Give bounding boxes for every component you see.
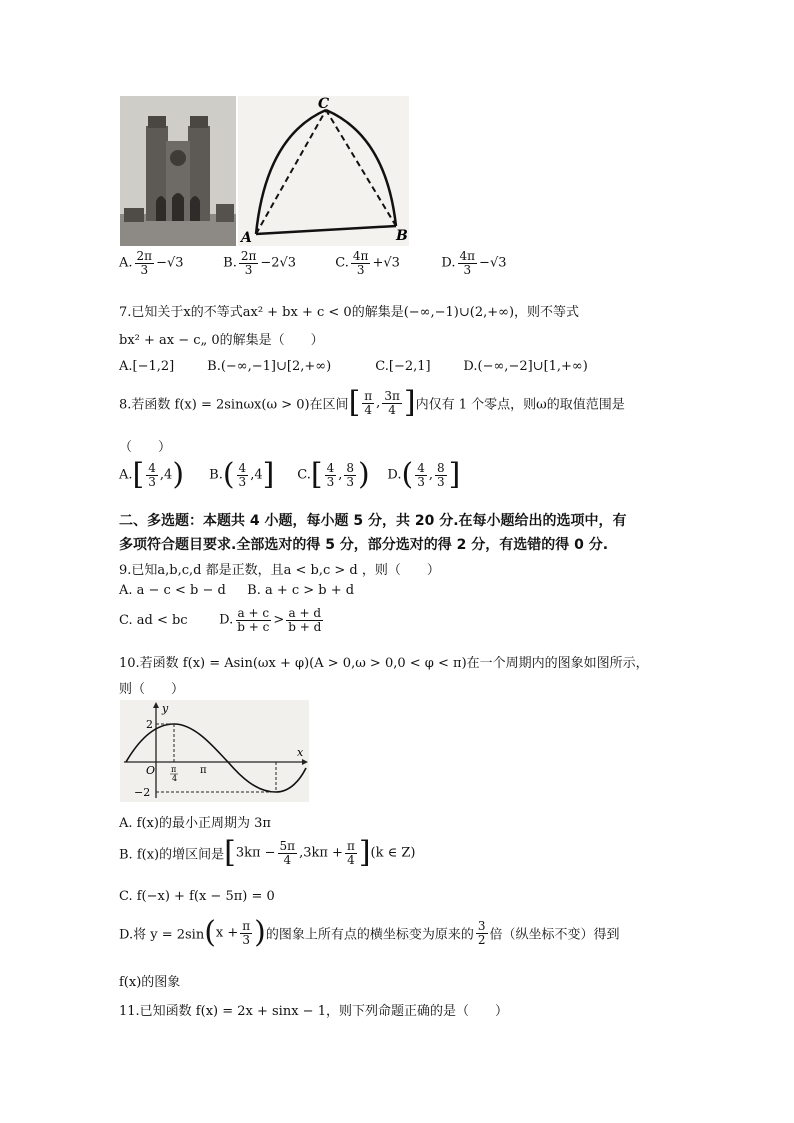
q8-paren: （ ） — [119, 440, 172, 455]
dashed-ac — [256, 110, 326, 234]
sine-graph — [120, 700, 309, 802]
origin-label: O — [146, 764, 156, 777]
base-line — [256, 226, 396, 234]
x-tick-pi: π — [200, 765, 207, 776]
q7-option-b: B.(−∞,−1]∪[2,+∞) — [207, 359, 332, 374]
q9-option-a: A. a − c < b − d — [119, 583, 226, 598]
y-label: y — [162, 702, 169, 715]
q9-option-b: B. a + c > b + d — [247, 583, 355, 598]
q11-stem: 11.已知函数 f(x) = 2x + sinx − 1，则下列命题正确的是（ ） — [119, 1004, 508, 1019]
sine-curve — [126, 724, 306, 792]
label-b: B — [396, 228, 408, 244]
q8-stem: 8.若函数 f(x) = 2sinωx(ω > 0)在区间[ $\frac{\pi}{4}$ , $\frac{3\pi}{4}$ ]内仅有 1 个零点，则ω的取值范围是 — [119, 385, 625, 420]
q6-options: A. $\frac{2\pi}{3}$ −√3 B. $\frac{2\pi}{3}$ −2√3 C. $\frac{4\pi}{3}$ +√3 D. $\frac{4\pi}{3}$ −√3 — [119, 249, 507, 277]
dashed-bc — [326, 110, 396, 226]
arch-diagram — [238, 96, 409, 246]
y-tick-neg2: −2 — [134, 786, 151, 799]
label-c: C — [318, 96, 330, 112]
q7-option-d: D.(−∞,−2]∪[1,+∞) — [463, 359, 588, 374]
q10-stem: 10.若函数 f(x) = Asin(ωx + φ)(A > 0,ω > 0,0 < φ < π)在一个周期内的图象如图所示， — [119, 656, 649, 671]
q10-option-c: C. f(−x) + f(x − 5π) = 0 — [119, 889, 275, 904]
section-2-header-line-1: 二、多选题：本题共 4 小题，每小题 5 分，共 20 分.在每小题给出的选项中，有 — [119, 513, 627, 529]
q9-option-d: D. $\frac{a + c}{b + c}$ > $\frac{a + d}{b + d}$ — [219, 606, 322, 634]
q10-option-d: D.将 y = 2sin(x + $\frac{\pi}{3}$ )的图象上所有点的横坐标变为原来的 $\frac{3}{2}$ 倍（纵坐标不变）得到 — [119, 915, 620, 950]
y-axis-arrow — [153, 702, 159, 708]
q10-option-b: B. f(x)的增区间是[3kπ − $\frac{5\pi}{4}$ ,3kπ + $\frac{\pi}{4}$ ](k ∈ Z) — [119, 835, 416, 870]
x-label: x — [297, 746, 304, 759]
q7-stem-2: bx² + ax − c„ 0的解集是（ ） — [119, 333, 324, 348]
q9-option-c: C. ad < bc — [119, 612, 188, 628]
x-tick-pi4-num: π — [171, 765, 177, 774]
q9-stem: 9.已知a,b,c,d 都是正数，且a < b,c > d ，则（ ） — [119, 563, 440, 578]
q10-option-d-line-2: f(x)的图象 — [119, 975, 181, 990]
cathedral-photo-icon — [120, 96, 236, 246]
y-tick-2: 2 — [146, 718, 153, 731]
q7-option-c: C.[−2,1] — [375, 359, 431, 374]
q8-options: A.[ $\frac{4}{3}$ ,4) B.( $\frac{4}{3}$ ,4] C.[ $\frac{4}{3}$ , $\frac{8}{3}$ ) D.( $\frac{4}{3}$ , $\frac{8}{3}$ ] — [119, 457, 461, 492]
label-a: A — [241, 230, 252, 246]
q7-options — [119, 359, 588, 374]
x-tick-pi4-den: 4 — [172, 774, 178, 783]
q7-stem: 7.已知关于x的不等式ax² + bx + c < 0的解集是(−∞,−1)∪(2,+∞)，则不等式 — [119, 305, 580, 320]
x-axis-arrow — [302, 759, 308, 765]
q10-option-a: A. f(x)的最小正周期为 3π — [119, 816, 271, 831]
q10-stem-2: 则（ ） — [119, 682, 185, 697]
q7-option-a: A.[−1,2] — [119, 359, 175, 374]
q9-options-ab — [119, 583, 354, 598]
q9-options-cd — [119, 607, 325, 633]
cathedral-photo — [120, 96, 236, 246]
section-2-header-line-2: 多项符合题目要求.全部选对的得 5 分，部分选对的得 2 分，有选错的得 0 分. — [119, 537, 609, 553]
